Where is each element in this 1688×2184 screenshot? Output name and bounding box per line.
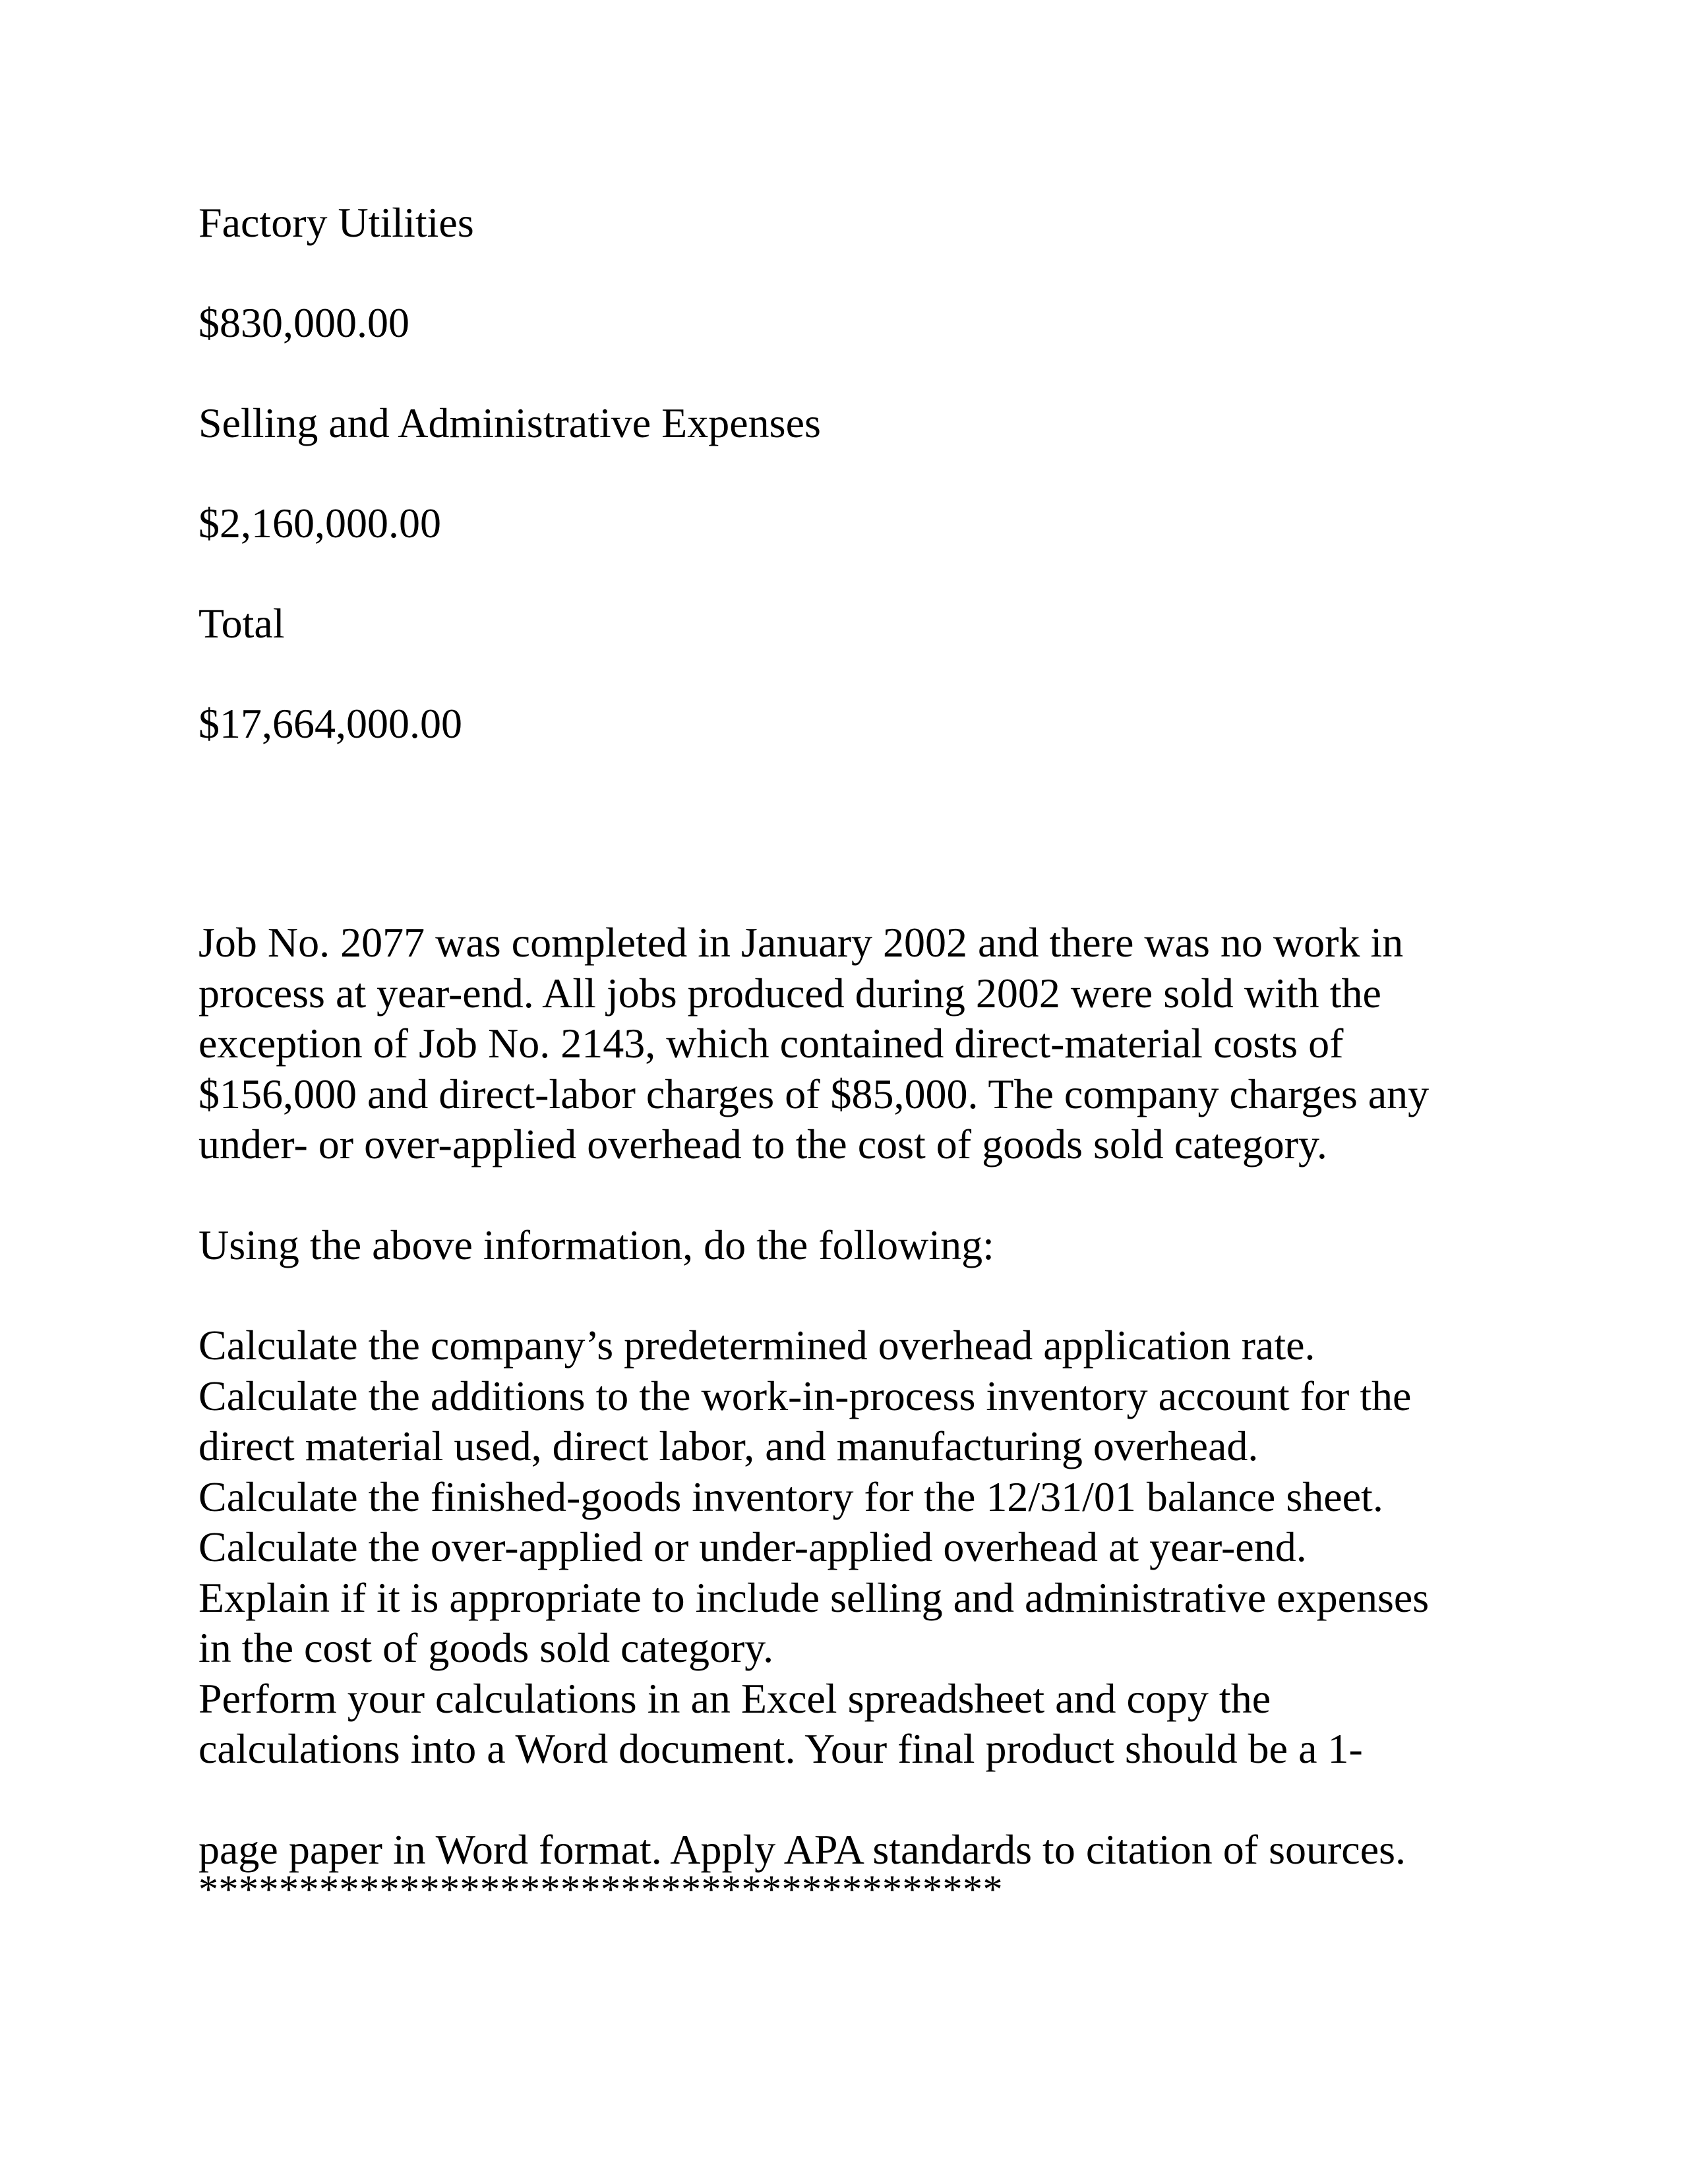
- task-line: Calculate the company’s predetermined overhead application rate.: [198, 1322, 1315, 1369]
- cost-item-value: $17,664,000.00: [198, 700, 462, 747]
- final-line: page paper in Word format. Apply APA standards to citation of sources.: [198, 1825, 1406, 1873]
- cost-item-value: $2,160,000.00: [198, 500, 441, 546]
- cost-item-label: Selling and Administrative Expenses: [198, 399, 821, 446]
- paragraph-line: exception of Job No. 2143, which contained direct-material costs of: [198, 1020, 1344, 1067]
- task-line: in the cost of goods sold category.: [198, 1624, 774, 1671]
- task-line: Explain if it is appropriate to include selling and administrative expenses: [198, 1574, 1430, 1621]
- task-list: [198, 1320, 1517, 1775]
- task-line: Calculate the additions to the work-in-process inventory account for the: [198, 1372, 1412, 1419]
- instruction-intro-text: Using the above information, do the following:: [198, 1221, 994, 1268]
- paragraph-line: $156,000 and direct-labor charges of $85,000. The company charges any: [198, 1070, 1430, 1117]
- job-paragraph: [198, 918, 1517, 1170]
- separator-asterisks: ****************************************: [198, 1868, 1003, 1911]
- instruction-intro: [198, 1220, 1517, 1271]
- paragraph-line: process at year-end. All jobs produced during 2002 were sold with the: [198, 969, 1381, 1017]
- task-line: direct material used, direct labor, and manufacturing overhead.: [198, 1423, 1259, 1469]
- cost-item-label: Total: [198, 600, 285, 647]
- task-line: calculations into a Word document. Your final product should be a 1-: [198, 1725, 1363, 1772]
- task-line: Calculate the finished-goods inventory for the 12/31/01 balance sheet.: [198, 1473, 1383, 1520]
- cost-item-value: $830,000.00: [198, 299, 409, 346]
- paragraph-line: Job No. 2077 was completed in January 2002 and there was no work in: [198, 919, 1404, 966]
- task-line: Calculate the over-applied or under-applied overhead at year-end.: [198, 1523, 1307, 1570]
- task-line: Perform your calculations in an Excel spreadsheet and copy the: [198, 1674, 1271, 1722]
- cost-item-label: Factory Utilities: [198, 199, 474, 246]
- document-body: [198, 198, 1517, 1909]
- paragraph-line: under- or over-applied overhead to the cost of goods sold category.: [198, 1121, 1327, 1167]
